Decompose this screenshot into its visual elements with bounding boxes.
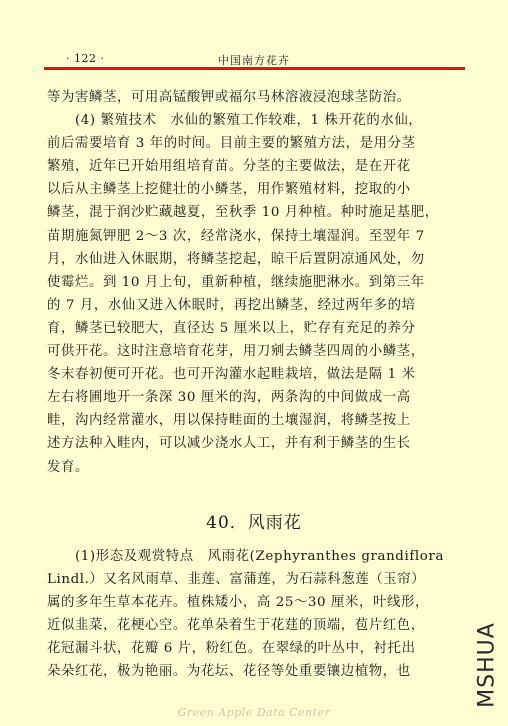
section-body-2 bbox=[47, 545, 467, 684]
side-mark-text: MSHUA bbox=[474, 622, 500, 708]
text-line: 近似韭菜，花梗心空。花单朵着生于花莛的顶端，苞片红色， bbox=[47, 618, 425, 634]
section-heading: 40．风雨花 bbox=[206, 513, 302, 533]
text-line: 述方法种入畦内，可以减少浇水人工，并有利于鳞茎的生长 bbox=[47, 436, 411, 452]
text-line: 发育。 bbox=[47, 459, 89, 475]
text-line: 月，水仙进入休眠期，将鳞茎挖起，晾干后置阴凉通风处，勿 bbox=[47, 251, 425, 267]
header-rule bbox=[44, 67, 465, 70]
text-line: 花冠漏斗状，花瓣 6 片，粉红色。在翠绿的叶丛中，衬托出 bbox=[47, 641, 416, 657]
text-line: 鳞茎，混于润沙贮藏越夏，至秋季 10 月种植。种时施足基肥， bbox=[47, 205, 439, 221]
text-line: 繁殖，近年已开始用组培育苗。分茎的主要做法，是在开花 bbox=[47, 159, 411, 175]
text-line: 前后需要培育 3 年的时间。目前主要的繁殖方法，是用分茎 bbox=[47, 136, 416, 152]
text-line: 育，鳞茎已较肥大，直径达 5 厘米以上，贮存有充足的养分 bbox=[47, 320, 416, 336]
watermark: Green Apple Data Center bbox=[177, 706, 331, 719]
text-line: 朵朵红花，极为艳丽。为花坛、花径等处重要镶边植物，也 bbox=[47, 664, 411, 680]
text-line: 可供开花。这时注意培育花芽，用刀剜去鳞茎四周的小鳞茎， bbox=[47, 344, 425, 360]
text-line: 左右将圃地开一条深 30 厘米的沟，两条沟的中间做成一高 bbox=[47, 390, 411, 406]
text-line: 的 7 月，水仙又进入休眠时，再挖出鳞茎，经过两年多的培 bbox=[47, 297, 416, 313]
page-number: · 122 · bbox=[66, 52, 105, 65]
text-line: 以后从主鳞茎上挖健壮的小鳞茎，用作繁殖材料，挖取的小 bbox=[47, 182, 411, 198]
text-line: (4) 繁殖技术 水仙的繁殖工作较难，1 株开花的水仙， bbox=[47, 113, 423, 129]
text-line: 苗期施氮钾肥 2～3 次，经常浇水，保持土壤湿润。至翌年 7 bbox=[47, 228, 425, 244]
text-line: 冬末春初便可开花。也可开沟灌水起畦栽培，做法是隔 1 米 bbox=[47, 367, 416, 383]
text-line: Lindl.）又名风雨草、韭莲、富蒲莲，为石蒜科葱莲（玉帘） bbox=[47, 572, 426, 588]
section-body-1 bbox=[47, 86, 467, 479]
side-mark bbox=[470, 610, 504, 720]
text-line: 等为害鳞茎，可用高锰酸钾或福尔马林溶液浸泡球茎防治。 bbox=[47, 90, 411, 105]
text-line: 畦，沟内经常灌水，用以保持畦面的土壤湿润，将鳞茎按上 bbox=[47, 413, 411, 429]
book-title: 中国南方花卉 bbox=[218, 54, 290, 67]
text-line: (1)形态及观赏特点 风雨花(Zephyranthes grandiflora bbox=[47, 549, 445, 564]
running-header bbox=[44, 50, 464, 66]
text-line: 属的多年生草本花卉。植株矮小，高 25～30 厘米，叶线形， bbox=[47, 595, 429, 611]
text-line: 使霉烂。到 10 月上旬，重新种植，继续施肥淋水。到第三年 bbox=[47, 274, 425, 290]
